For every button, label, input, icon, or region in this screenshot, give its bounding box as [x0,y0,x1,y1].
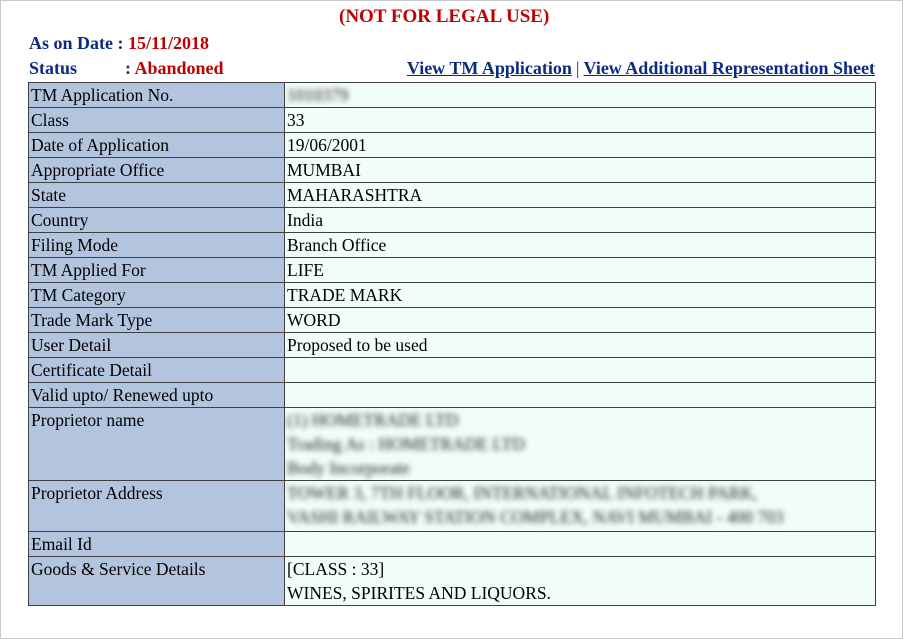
table-row [29,158,876,183]
proprietor-type-line: Body Incorporate [287,458,410,478]
row-label: Appropriate Office [29,158,285,183]
row-label: Country [29,208,285,233]
row-value [285,83,876,108]
application-details-table [28,82,876,606]
table-row [29,258,876,283]
table-row [29,408,876,481]
status-label: Status [29,58,78,78]
row-label: TM Category [29,283,285,308]
table-row [29,383,876,408]
goods-description-line: WINES, SPIRITES AND LIQUORS. [287,583,551,603]
as-on-date-value: 15/11/2018 [128,33,210,53]
row-label: Goods & Service Details [29,557,285,606]
table-row [29,183,876,208]
row-label: Valid upto/ Renewed upto [29,383,285,408]
table-row [29,308,876,333]
status [29,58,224,79]
row-label: State [29,183,285,208]
application-number-value: 1010379 [287,85,349,105]
proprietor-name-line: (1) HOMETRADE LTD [287,410,459,430]
row-label: TM Application No. [29,83,285,108]
row-label: Date of Application [29,133,285,158]
link-separator: | [575,58,580,78]
row-value: WORD [285,308,876,333]
goods-class-line: [CLASS : 33] [287,559,385,579]
row-label: Class [29,108,285,133]
row-label: TM Applied For [29,258,285,283]
row-value: 33 [285,108,876,133]
row-value [285,358,876,383]
row-value: TRADE MARK [285,283,876,308]
row-value: 19/06/2001 [285,133,876,158]
proprietor-trading-as-line: Trading As : HOMETRADE LTD [287,434,525,454]
view-additional-representation-sheet-link[interactable]: View Additional Representation Sheet [583,58,875,78]
row-value [285,557,876,606]
table-row [29,481,876,532]
table-row [29,83,876,108]
row-value: India [285,208,876,233]
proprietor-address-line: VASHI RAILWAY STATION COMPLEX, NAVI MUMBAI - 400 703 [287,507,784,527]
table-row [29,283,876,308]
row-label: User Detail [29,333,285,358]
row-value: Proposed to be used [285,333,876,358]
proprietor-address-line: TOWER 3, 7TH FLOOR, INTERNATIONAL INFOTECH PARK, [287,483,758,503]
header-links [407,58,875,79]
row-label: Proprietor Address [29,481,285,532]
row-value: MAHARASHTRA [285,183,876,208]
row-label: Filing Mode [29,233,285,258]
row-value [285,481,876,532]
as-on-date-label: As on Date : [29,33,128,53]
table-row [29,532,876,557]
row-value [285,532,876,557]
row-value [285,408,876,481]
table-row [29,233,876,258]
as-on-date [29,33,209,54]
row-label: Certificate Detail [29,358,285,383]
status-value: Abandoned [134,58,224,78]
table-row [29,133,876,158]
row-value [285,383,876,408]
table-row [29,358,876,383]
row-value: MUMBAI [285,158,876,183]
row-value: LIFE [285,258,876,283]
table-row [29,333,876,358]
table-row [29,557,876,606]
status-separator: : [125,58,135,78]
view-tm-application-link[interactable]: View TM Application [406,58,572,78]
table-row [29,208,876,233]
row-value: Branch Office [285,233,876,258]
row-label: Proprietor name [29,408,285,481]
row-label: Trade Mark Type [29,308,285,333]
not-for-legal-use-notice: (NOT FOR LEGAL USE) [339,6,550,27]
table-row [29,108,876,133]
row-label: Email Id [29,532,285,557]
